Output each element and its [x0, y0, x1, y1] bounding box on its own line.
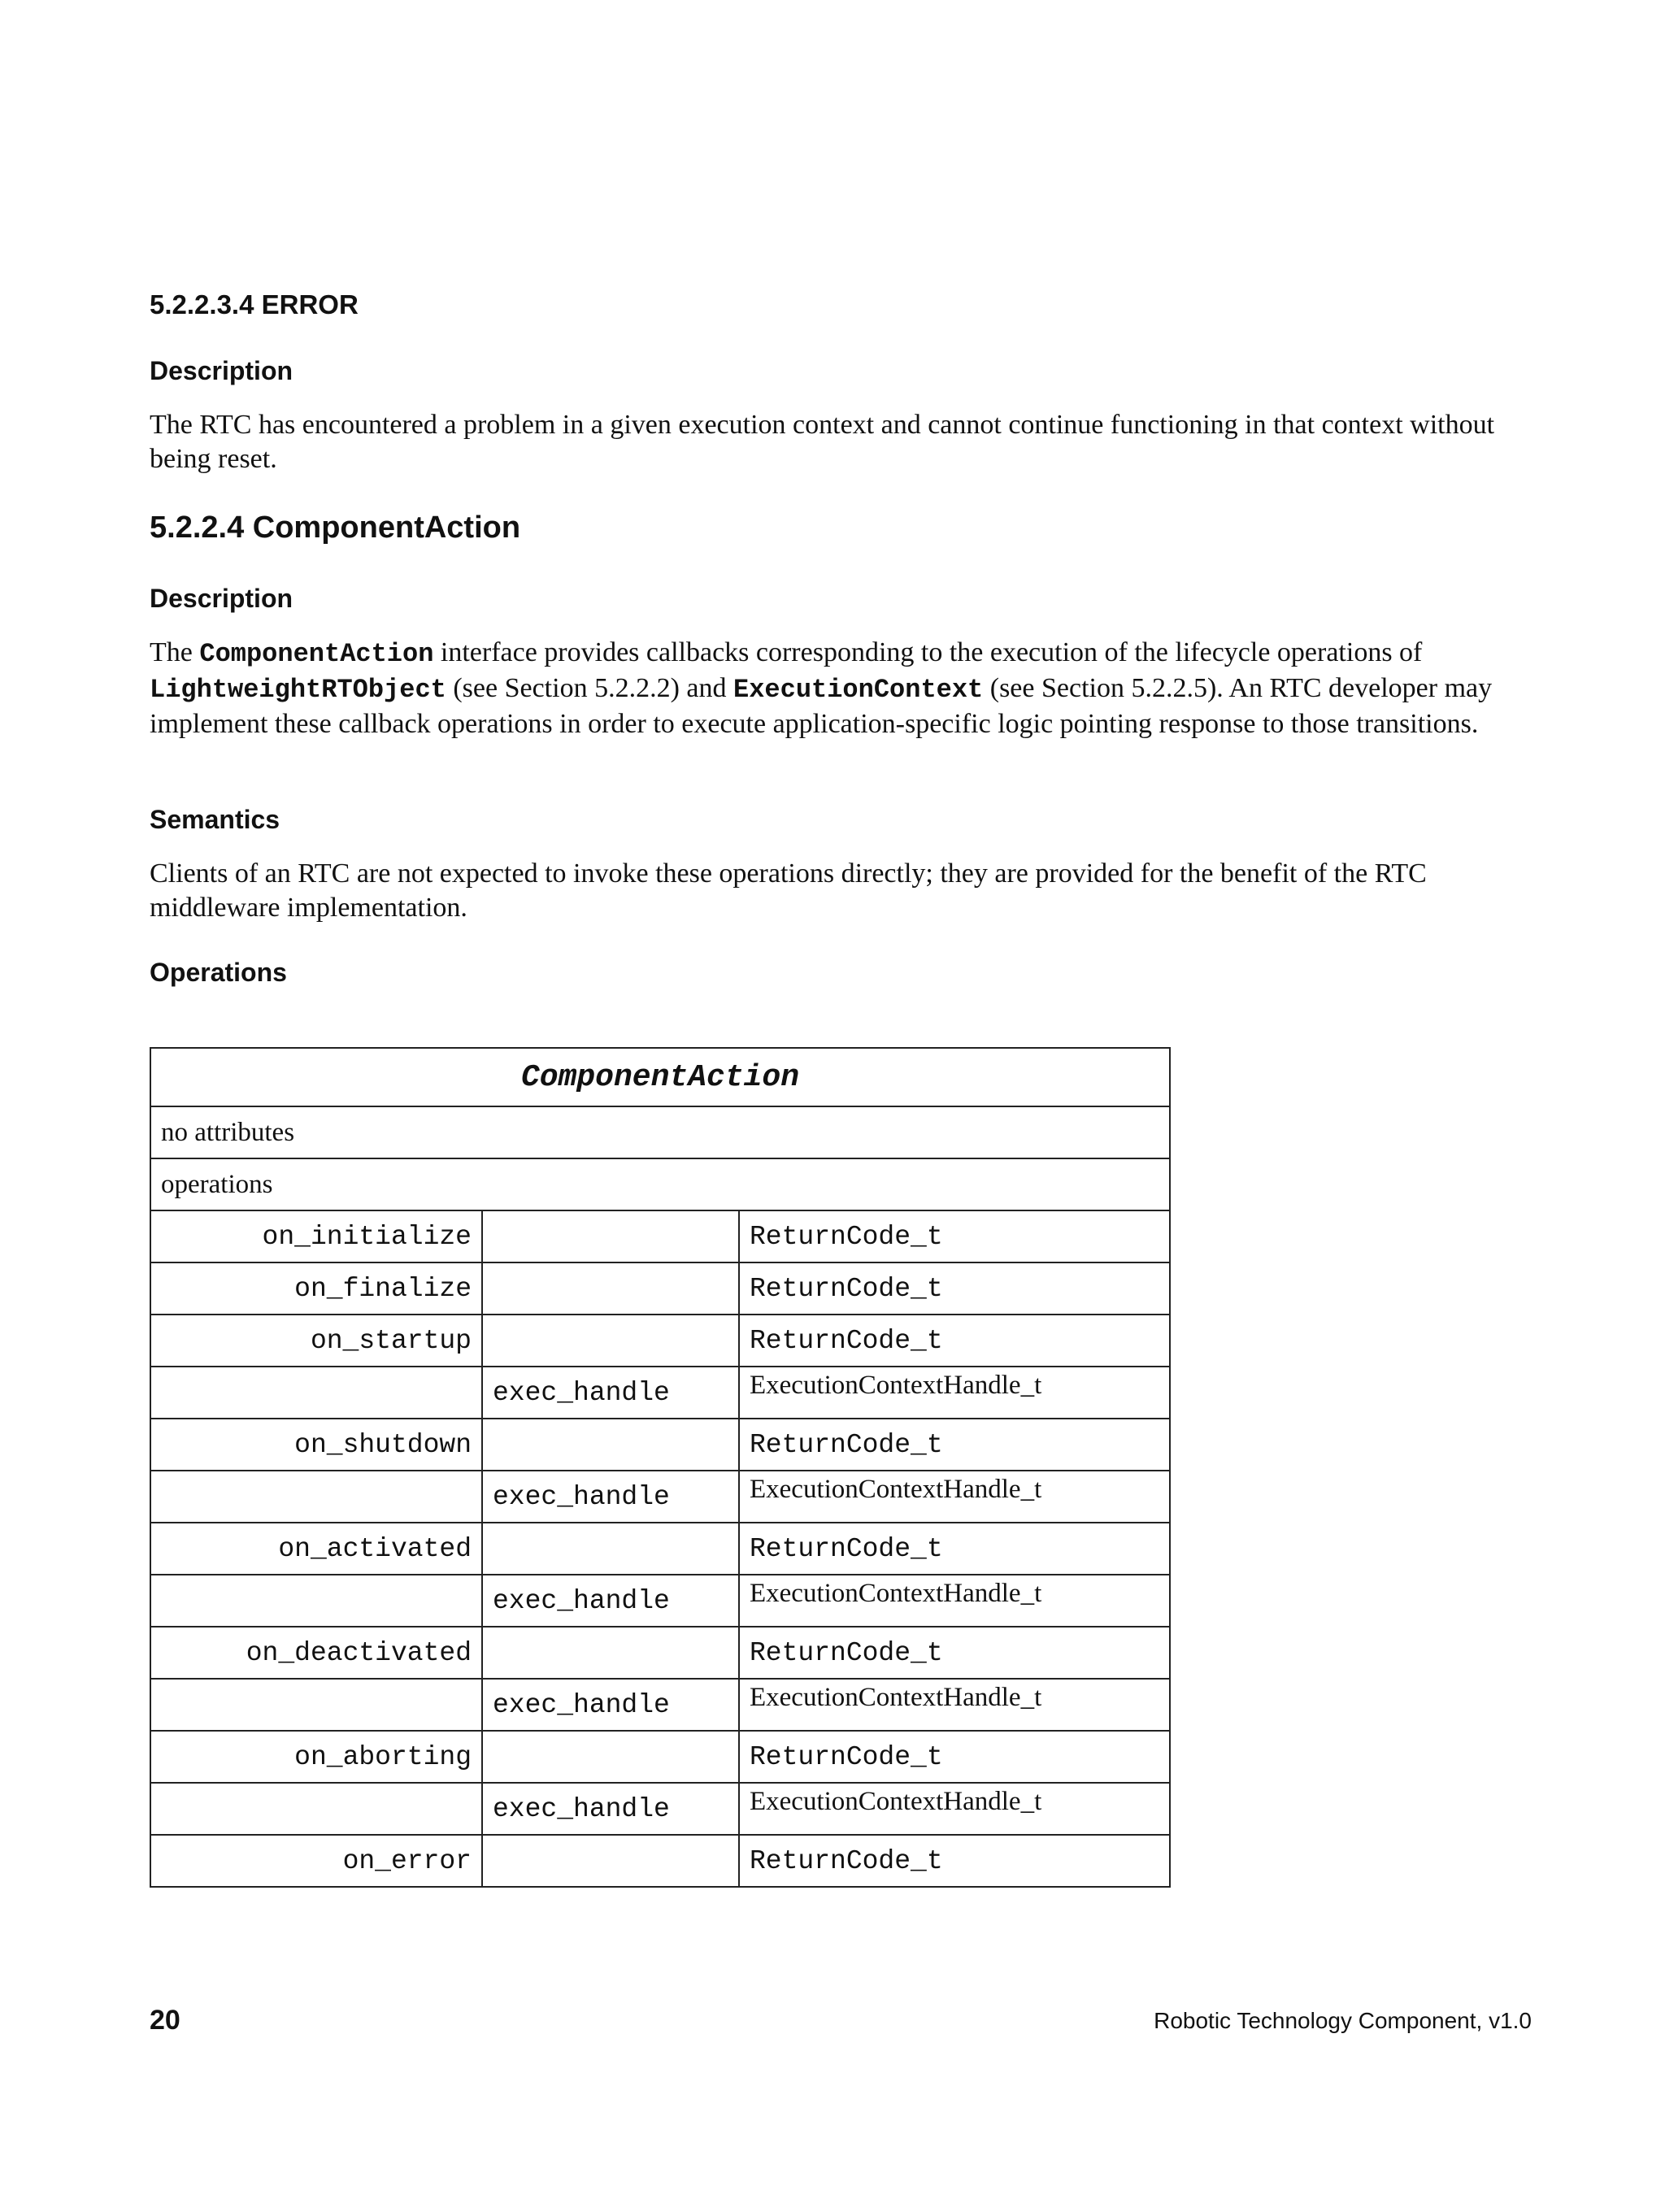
semantics-label: Semantics — [150, 805, 280, 834]
return-type: ExecutionContextHandle_t — [739, 1783, 1170, 1835]
section-heading-error: 5.2.2.3.4 ERROR — [150, 289, 359, 319]
table-row — [150, 1210, 1170, 1262]
return-type: ReturnCode_t — [739, 1315, 1170, 1367]
operation-name: on_aborting — [150, 1731, 482, 1783]
section-heading-component-action: 5.2.2.4 ComponentAction — [150, 511, 521, 545]
parameter-name — [482, 1315, 739, 1367]
table-row — [150, 1575, 1170, 1627]
code-lightweight-rt-object: LightweightRTObject — [150, 675, 446, 705]
page-number: 20 — [150, 2005, 180, 2036]
table-title: ComponentAction — [150, 1048, 1170, 1106]
table-row — [150, 1783, 1170, 1835]
operation-name: on_error — [150, 1835, 482, 1887]
operation-name: on_finalize — [150, 1262, 482, 1315]
operations-label: Operations — [150, 958, 287, 987]
parameter-name — [482, 1523, 739, 1575]
operation-name: on_deactivated — [150, 1627, 482, 1679]
table-row — [150, 1471, 1170, 1523]
return-type: ExecutionContextHandle_t — [739, 1471, 1170, 1523]
parameter-name: exec_handle — [482, 1783, 739, 1835]
semantics-text: Clients of an RTC are not expected to invoke these operations directly; they are provided for the benefit of the RTC middleware implementation. — [150, 858, 1427, 923]
return-type: ReturnCode_t — [739, 1627, 1170, 1679]
operation-name: on_startup — [150, 1315, 482, 1367]
parameter-name — [482, 1419, 739, 1471]
parameter-name — [482, 1262, 739, 1315]
table-row — [150, 1419, 1170, 1471]
table-row — [150, 1315, 1170, 1367]
error-description-text: The RTC has encountered a problem in a given execution context and cannot continue functioning in that context without being reset. — [150, 410, 1495, 474]
table-title-row — [150, 1048, 1170, 1106]
parameter-name: exec_handle — [482, 1471, 739, 1523]
return-type: ReturnCode_t — [739, 1210, 1170, 1262]
table-attributes: no attributes — [150, 1106, 1170, 1158]
table-row — [150, 1679, 1170, 1731]
return-type: ReturnCode_t — [739, 1523, 1170, 1575]
component-action-description-text: The ComponentAction interface provides callbacks corresponding to the execution of the lifecycle operations of LightweightRTObject (see Section 5.2.2.2) and ExecutionContext (see Section 5.2.2.5). An RTC developer may implement these callback operations in order to execute application-specific logic pointing response to those transitions. — [150, 637, 1493, 739]
return-type: ReturnCode_t — [739, 1731, 1170, 1783]
operation-name — [150, 1471, 482, 1523]
table-row — [150, 1731, 1170, 1783]
table-row — [150, 1367, 1170, 1419]
parameter-name — [482, 1627, 739, 1679]
parameter-name — [482, 1731, 739, 1783]
operation-name — [150, 1367, 482, 1419]
operation-name: on_activated — [150, 1523, 482, 1575]
return-type: ReturnCode_t — [739, 1419, 1170, 1471]
parameter-name: exec_handle — [482, 1679, 739, 1731]
return-type: ReturnCode_t — [739, 1835, 1170, 1887]
return-type: ReturnCode_t — [739, 1262, 1170, 1315]
parameter-name — [482, 1835, 739, 1887]
operation-name: on_initialize — [150, 1210, 482, 1262]
return-type: ExecutionContextHandle_t — [739, 1679, 1170, 1731]
return-type: ExecutionContextHandle_t — [739, 1575, 1170, 1627]
operation-name: on_shutdown — [150, 1419, 482, 1471]
component-action-table — [150, 1047, 1171, 1888]
code-component-action: ComponentAction — [199, 639, 434, 669]
table-row — [150, 1523, 1170, 1575]
operation-name — [150, 1783, 482, 1835]
component-action-description-label: Description — [150, 584, 293, 613]
table-operations-row — [150, 1158, 1170, 1210]
parameter-name: exec_handle — [482, 1367, 739, 1419]
code-execution-context: ExecutionContext — [733, 675, 984, 705]
return-type: ExecutionContextHandle_t — [739, 1367, 1170, 1419]
operation-name — [150, 1679, 482, 1731]
table-row — [150, 1835, 1170, 1887]
table-row — [150, 1262, 1170, 1315]
parameter-name: exec_handle — [482, 1575, 739, 1627]
table-row — [150, 1627, 1170, 1679]
table-attributes-row — [150, 1106, 1170, 1158]
error-description-label: Description — [150, 356, 293, 385]
document-title: Robotic Technology Component, v1.0 — [1154, 2008, 1532, 2033]
parameter-name — [482, 1210, 739, 1262]
operation-name — [150, 1575, 482, 1627]
table-operations: operations — [150, 1158, 1170, 1210]
